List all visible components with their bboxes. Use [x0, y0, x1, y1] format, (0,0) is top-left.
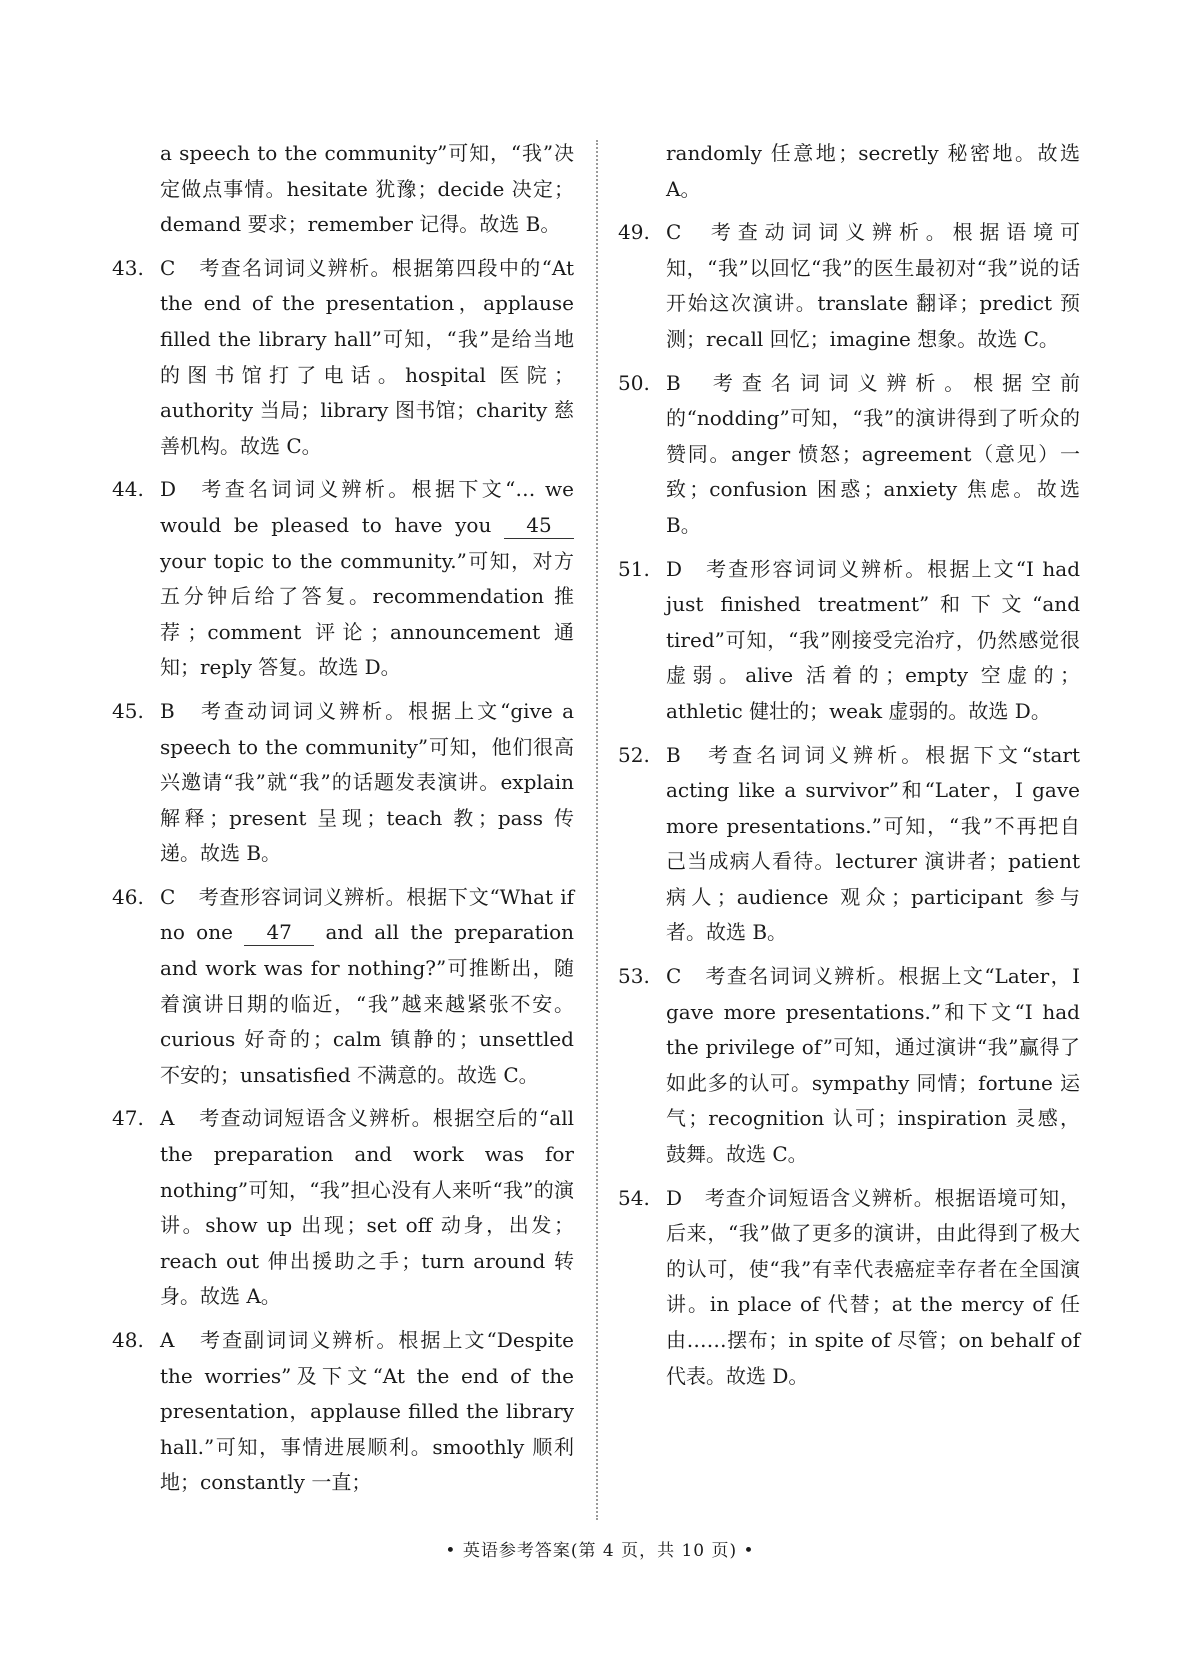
answer-44: [112, 472, 574, 686]
answer-54: [618, 1181, 1080, 1395]
explanation: 考查名词词义辨析。根据第四段中的“At the end of the presentation，applause filled the library hall”可知，“我”是给当地的图书馆打了电话。hospital 医院；authority 当局；library 图书馆；charity 慈善机构。故选 C。: [160, 255, 574, 458]
question-number: 45.: [112, 698, 144, 723]
answer-letter: C: [666, 964, 682, 989]
answer-53: [618, 959, 1080, 1173]
answer-50: [618, 366, 1080, 544]
answer-43: [112, 251, 574, 465]
question-number: 44.: [112, 477, 144, 502]
explanation: 考查名词词义辨析。根据下文“start acting like a survivor”和“Later，I gave more presentations.”可知，“我”不再把自己当成病人看待。lecturer 演讲者；patient 病人；audience 观众；participant 参与者。故选 B。: [666, 742, 1080, 945]
right-column: [618, 136, 1080, 1402]
explanation-continued: and all the preparation and work was for nothing?”可推断出，随着演讲日期的临近，“我”越来越紧张不安。curious 好奇的；calm 镇静的；unsettled 不安的；unsatisfied 不满意的。故选 C。: [160, 920, 575, 1087]
question-number: 53.: [618, 964, 650, 989]
answer-52: [618, 738, 1080, 952]
explanation: 考查名词词义辨析。根据下文“… we would be pleased to have you: [160, 477, 574, 537]
question-number: 51.: [618, 556, 650, 581]
question-number: 50.: [618, 370, 650, 395]
explanation-continued: your topic to the community.”可知，对方五分钟后给了答复。recommendation 推荐；comment 评论；announcement 通知；reply 答复。故选 D。: [160, 548, 574, 680]
explanation: 考查动词词义辨析。根据上文“give a speech to the community”可知，他们很高兴邀请“我”就“我”的话题发表演讲。explain 解释；present 呈现；teach 教；pass 传递。故选 B。: [160, 698, 574, 866]
answer-letter: B: [160, 698, 175, 723]
answer-51: [618, 552, 1080, 730]
answer-46: [112, 880, 574, 1094]
answer-45: [112, 694, 574, 872]
continued-answer-48: randomly 任意地；secretly 秘密地。故选 A。: [666, 141, 1080, 201]
answer-48: [112, 1323, 574, 1501]
answer-letter: B: [666, 742, 681, 767]
blank-47: 47: [244, 919, 314, 946]
question-number: 46.: [112, 884, 144, 909]
explanation: 考查形容词词义辨析。根据下文“What if no one: [160, 884, 574, 945]
question-number: 43.: [112, 255, 144, 280]
page-footer: • 英语参考答案(第 4 页，共 10 页) •: [445, 1541, 755, 1561]
left-column: [112, 136, 574, 1509]
blank-45: 45: [504, 512, 574, 539]
answer-letter: C: [160, 884, 176, 909]
explanation: 考查形容词词义辨析。根据上文“I had just finished treatment”和下文“and tired”可知，“我”刚接受完治疗，仍然感觉很虚弱。alive 活着的；empty 空虚的；athletic 健壮的；weak 虚弱的。故选 D。: [666, 556, 1080, 723]
question-number: 52.: [618, 742, 650, 767]
answer-letter: C: [160, 255, 176, 280]
explanation: 考查名词词义辨析。根据空前的“nodding”可知，“我”的演讲得到了听众的赞同。anger 愤怒；agreement（意见）一致；confusion 困惑；anxiety 焦虑。故选 B。: [666, 370, 1080, 537]
answer-49: [618, 215, 1080, 357]
answer-letter: A: [160, 1328, 175, 1352]
answer-letter: D: [666, 556, 683, 581]
answer-letter: A: [160, 1106, 175, 1131]
explanation: 考查名词词义辨析。根据上文“Later，I gave more presentations.”和下文“I had the privilege of”可知，通过演讲“我”赢得了如此多的认可。sympathy 同情；fortune 运气；recognition 认可；inspiration 灵感，鼓舞。故选 C。: [666, 964, 1080, 1167]
explanation: 考查动词短语含义辨析。根据空后的“all the preparation and work was for nothing”可知，“我”担心没有人来听“我”的演讲。show up 出现；set off 动身，出发；reach out 伸出援助之手；turn around 转身。故选 A。: [160, 1106, 574, 1309]
question-number: 48.: [112, 1328, 144, 1352]
question-number: 49.: [618, 220, 650, 245]
continued-answer-42: a speech to the community”可知，“我”决定做点事情。hesitate 犹豫；decide 决定；demand 要求；remember 记得。故选 B。: [160, 141, 574, 237]
answer-letter: D: [666, 1185, 683, 1210]
explanation: 考查介词短语含义辨析。根据语境可知，后来，“我”做了更多的演讲，由此得到了极大的认可，使“我”有幸代表癌症幸存者在全国演讲。in place of 代替；at the mercy of 任由……摆布；in spite of 尽管；on behalf of 代表。故选 D。: [666, 1185, 1080, 1388]
explanation: 考查副词词义辨析。根据上文“Despite the worries”及下文“At the end of the presentation，applause filled the library hall.”可知，事情进展顺利。smoothly 顺利地；constantly 一直；: [160, 1328, 574, 1495]
question-number: 47.: [112, 1106, 144, 1131]
question-number: 54.: [618, 1185, 650, 1210]
answer-47: [112, 1101, 574, 1315]
answer-letter: B: [666, 370, 681, 395]
column-divider: [596, 140, 598, 1520]
answer-letter: C: [666, 220, 682, 245]
answer-letter: D: [160, 477, 177, 502]
explanation: 考查动词词义辨析。根据语境可知，“我”以回忆“我”的医生最初对“我”说的话开始这次演讲。translate 翻译；predict 预测；recall 回忆；imagine 想象。故选 C。: [666, 220, 1080, 351]
